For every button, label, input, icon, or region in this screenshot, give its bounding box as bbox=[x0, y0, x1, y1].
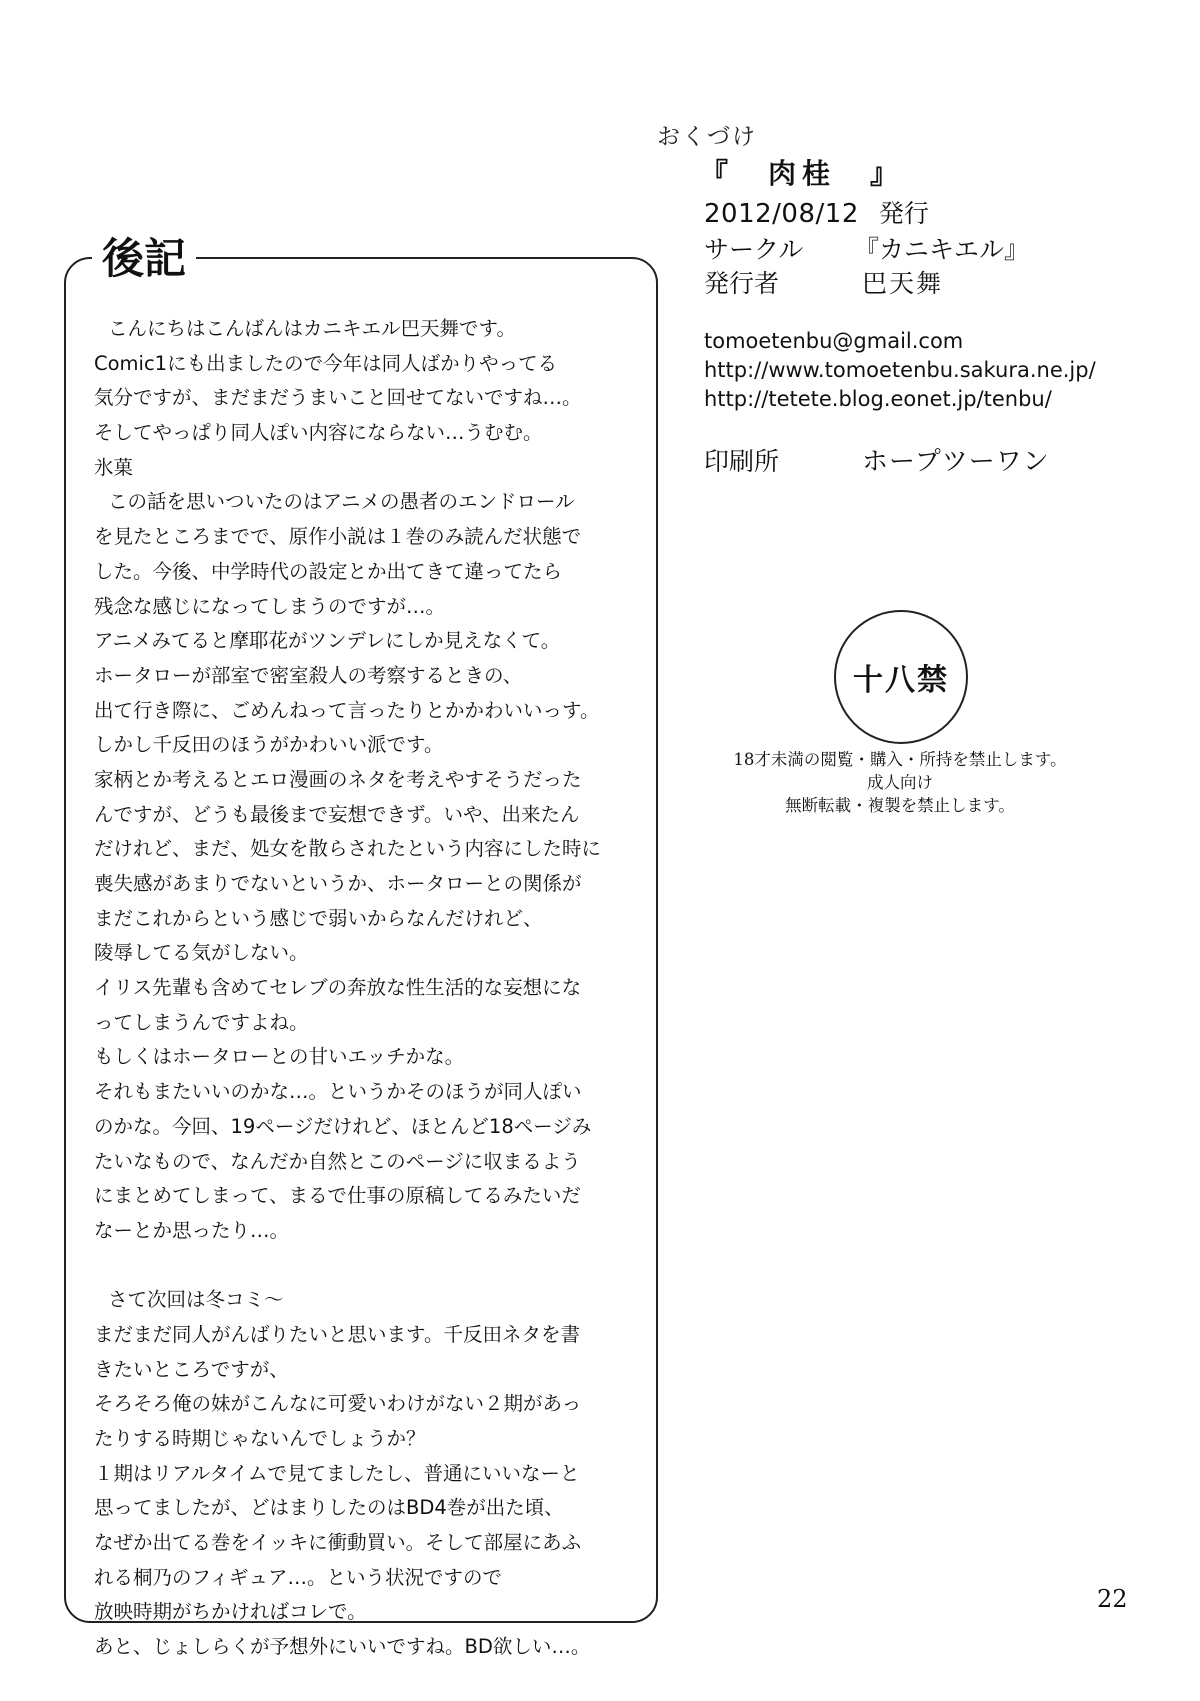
website-url: http://www.tomoetenbu.sakura.ne.jp/ bbox=[704, 358, 1096, 382]
adult-rating-text: 十八禁 bbox=[853, 663, 949, 698]
afterword-line: あと、じょしらくが予想外にいいですね。BD欲しい…。 bbox=[94, 1635, 591, 1659]
notice-line: 成人向け bbox=[867, 773, 933, 792]
notice-line: 無断転載・複製を禁止します。 bbox=[785, 796, 1015, 815]
afterword-line: 氷菓 bbox=[94, 455, 134, 479]
afterword-line: 喪失感があまりでないというか、ホータローとの関係が bbox=[94, 872, 582, 895]
afterword-line: 放映時期がちかければコレで。 bbox=[94, 1600, 367, 1624]
afterword-line: アニメみてると摩耶花がツンデレにしか見えなくて。 bbox=[94, 629, 561, 653]
afterword-line: ホータローが部室で密室殺人の考察するときの、 bbox=[94, 663, 523, 687]
contact-info bbox=[704, 327, 1096, 414]
afterword-line: もしくはホータローとの甘いエッチかな。 bbox=[94, 1045, 465, 1069]
printer-name: ホープツーワン bbox=[862, 447, 1050, 477]
notice-line: 18才未満の閲覧・購入・所持を禁止します。 bbox=[733, 750, 1067, 769]
afterword-line: まだまだ同人がんばりたいと思います。千反田ネタを書 bbox=[94, 1322, 580, 1346]
printer-row bbox=[704, 441, 1050, 478]
afterword-line: 家柄とか考えるとエロ漫画のネタを考えやすそうだった bbox=[94, 767, 582, 791]
afterword-line: 気分ですが、まだまだうまいこと回せてないですね…。 bbox=[94, 386, 582, 410]
publisher-name: 巴天舞 bbox=[862, 269, 944, 298]
book-title: 『 肉桂 』 bbox=[700, 157, 905, 190]
afterword-line: そしてやっぱり同人ぽい内容にならない…うむむ。 bbox=[94, 421, 543, 445]
afterword-line: こんにちはこんばんはカニキエル巴天舞です。 bbox=[108, 317, 516, 340]
publisher-row bbox=[704, 264, 943, 300]
afterword-line: なぜか出てる巻をイッキに衝動買い。そして部屋にあふ bbox=[94, 1531, 582, 1555]
afterword-line: のかな。今回、19ページだけれど、ほとんど18ページみ bbox=[94, 1114, 592, 1138]
email-address: tomoetenbu@gmail.com bbox=[704, 329, 964, 353]
afterword-line: なーとか思ったり…。 bbox=[94, 1218, 290, 1242]
afterword-line: Comic1にも出ましたので今年は同人ばかりやってる bbox=[94, 351, 558, 375]
afterword-line: イリス先輩も含めてセレブの奔放な性生活的な妄想にな bbox=[94, 976, 582, 1000]
afterword-line: 陵辱してる気がしない。 bbox=[94, 941, 309, 965]
afterword-line: さて次回は冬コミ～ bbox=[108, 1288, 284, 1312]
issued-label: 発行 bbox=[878, 199, 929, 228]
afterword-line: だけれど、まだ、処女を散らされたという内容にした時に bbox=[94, 837, 602, 861]
circle-label: サークル bbox=[704, 235, 804, 264]
colophon-heading: おくづけ bbox=[657, 124, 757, 150]
afterword-line: たいなもので、なんだか自然とこのページに収まるよう bbox=[94, 1149, 581, 1173]
afterword-line: しかし千反田のほうがかわいい派です。 bbox=[94, 733, 444, 757]
afterword-line: この話を思いついたのはアニメの愚者のエンドロール bbox=[108, 490, 575, 514]
publication-date: 2012/08/12 bbox=[704, 199, 859, 229]
afterword-line: にまとめてしまって、まるで仕事の原稿してるみたいだ bbox=[94, 1184, 581, 1208]
afterword-line: まだこれからという感じで弱いからなんだけれど、 bbox=[94, 906, 543, 930]
afterword-line: きたいところですが、 bbox=[94, 1357, 289, 1381]
afterword-line: たりする時期じゃないんでしょうか？ bbox=[94, 1427, 426, 1450]
printer-label: 印刷所 bbox=[704, 447, 780, 476]
afterword-line: した。今後、中学時代の設定とか出てきて違ってたら bbox=[94, 559, 563, 583]
afterword-body bbox=[94, 312, 644, 1665]
afterword-line bbox=[94, 1249, 644, 1284]
afterword-line: 思ってましたが、どはまりしたのはBD4巻が出た頃、 bbox=[94, 1496, 564, 1520]
circle-row bbox=[704, 230, 1029, 266]
circle-name: 『カニキエル』 bbox=[854, 235, 1030, 264]
adult-rating-seal bbox=[834, 610, 968, 744]
afterword-line: んですが、どうも最後まで妄想できず。いや、出来たん bbox=[94, 802, 580, 826]
afterword-line: 残念な感じになってしまうのですが…。 bbox=[94, 594, 446, 618]
afterword-title: 後記 bbox=[92, 233, 196, 285]
publisher-label: 発行者 bbox=[704, 269, 780, 298]
afterword-line: １期はリアルタイムで見てましたし、普通にいいなーと bbox=[94, 1461, 580, 1485]
page-number: 22 bbox=[1097, 1585, 1128, 1613]
blog-url: http://tetete.blog.eonet.jp/tenbu/ bbox=[704, 387, 1052, 411]
rating-notice bbox=[690, 748, 1110, 817]
afterword-line: そろそろ俺の妹がこんなに可愛いわけがない２期があっ bbox=[94, 1392, 582, 1416]
afterword-line: それもまたいいのかな…。というかそのほうが同人ぽい bbox=[94, 1080, 582, 1104]
afterword-line: を見たところまでで、原作小説は１巻のみ読んだ状態で bbox=[94, 525, 582, 549]
afterword-line: れる桐乃のフィギュア…。という状況ですので bbox=[94, 1565, 502, 1589]
publication-date-row bbox=[704, 194, 929, 230]
afterword-line: 出て行き際に、ごめんねって言ったりとかかわいいっす。 bbox=[94, 698, 600, 722]
afterword-line: ってしまうんですよね。 bbox=[94, 1010, 309, 1034]
